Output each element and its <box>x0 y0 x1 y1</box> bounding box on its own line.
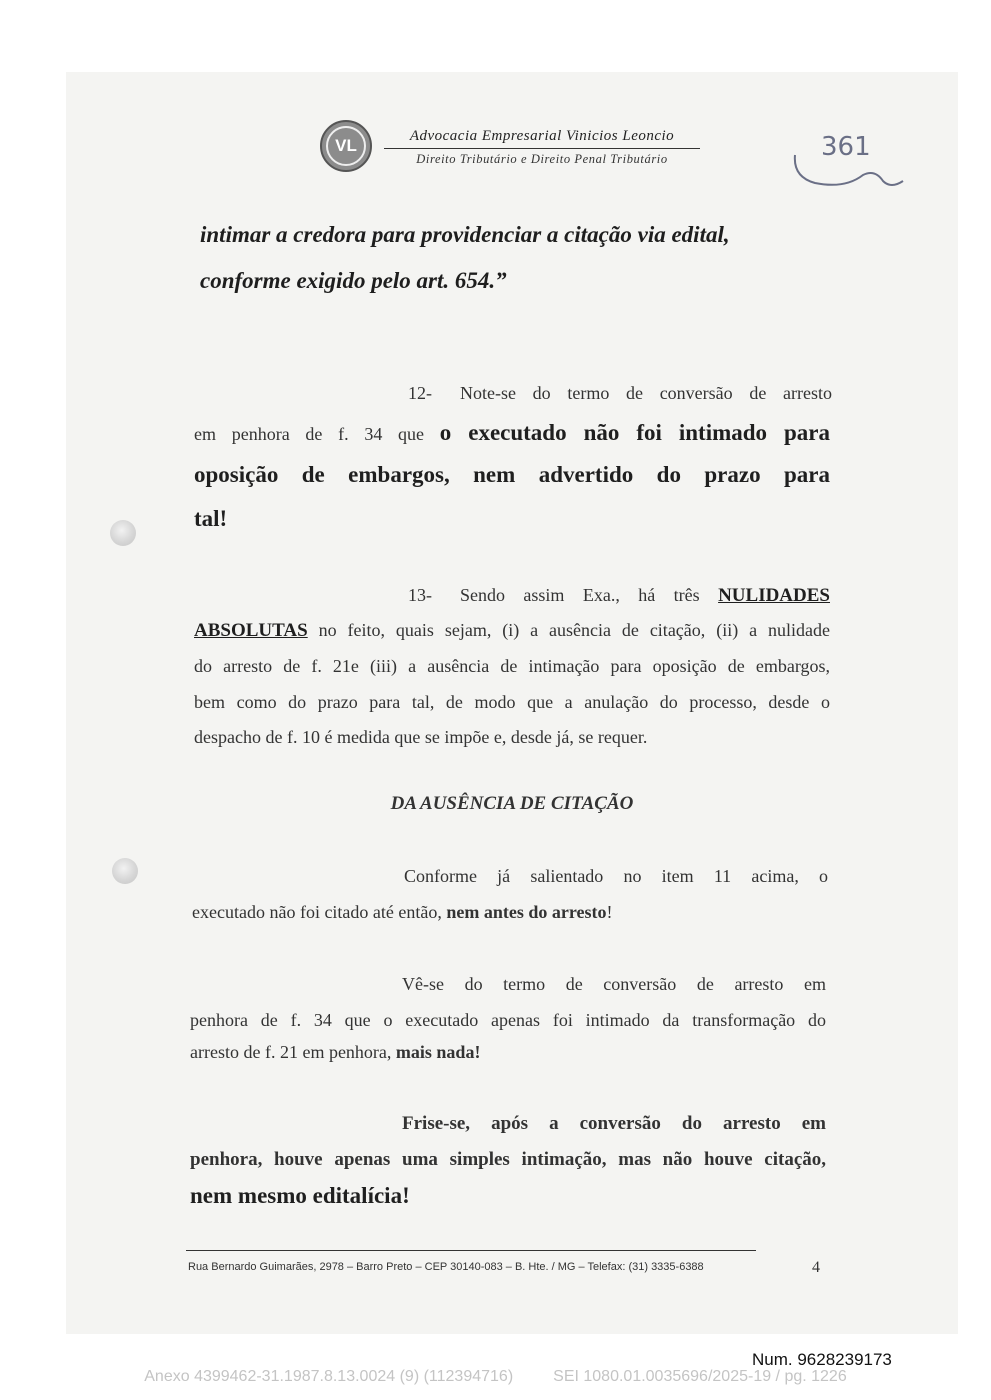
p13-line-1 <box>408 585 830 607</box>
p15-line-3-bold: mais nada! <box>395 1042 481 1062</box>
quote-line-2: conforme exigido pelo art. 654.” <box>200 268 507 293</box>
p13-absolutas: ABSOLUTAS <box>194 620 308 641</box>
p12-line-1 <box>408 383 832 404</box>
firm-name: Advocacia Empresarial Vinicios Leoncio <box>409 128 675 144</box>
p13-number: 13- <box>408 585 432 605</box>
handwritten-page-annotation <box>785 125 915 200</box>
p16-line-2: penhora, houve apenas uma simples intimação, mas não houve citação, <box>190 1149 826 1170</box>
p12-text-start: Note-se do termo de conversão de arresto <box>460 383 832 403</box>
p14-line-2-bold: nem antes do arresto <box>446 902 607 922</box>
handwritten-number: 361 <box>821 132 871 162</box>
p13-line-4: bem como do prazo para tal, de modo que a anulação do processo, desde o <box>194 692 830 712</box>
p14-line-2 <box>192 902 828 923</box>
p15-line-3-plain: arresto de f. 21 em penhora, <box>190 1042 396 1062</box>
p12-line-3: oposição de embargos, nem advertido do prazo para <box>194 462 830 487</box>
p12-number: 12- <box>408 383 432 403</box>
p13-line-1-plain: Sendo assim Exa., há três <box>460 585 719 605</box>
p15-line-1: Vê-se do termo de conversão de arresto em <box>402 974 826 994</box>
quote-line-1: intimar a credora para providenciar a citação via edital, <box>200 222 730 247</box>
p16-line-1: Frise-se, após a conversão do arresto em <box>402 1113 826 1134</box>
punch-hole-top <box>110 520 136 546</box>
p14-line-2-end: ! <box>606 902 613 922</box>
punch-hole-bottom <box>112 858 138 884</box>
p14-line-2-plain: executado não foi citado até então, <box>192 902 447 922</box>
document-number-stamp: Num. 9628239173 <box>752 1350 892 1369</box>
logo-monogram: VL <box>326 126 366 166</box>
page-number: 4 <box>812 1259 820 1276</box>
p12-line-2-bold: o executado não foi intimado para <box>439 420 831 445</box>
p13-line-2-plain: no feito, quais sejam, (i) a ausência de citação, (ii) a nulidade <box>307 620 830 640</box>
p12-line-2-plain: em penhora de f. 34 que <box>194 424 440 444</box>
p15-line-3 <box>190 1042 826 1063</box>
section-heading: DA AUSÊNCIA DE CITAÇÃO <box>390 793 634 814</box>
p13-line-5: despacho de f. 10 é medida que se impõe e, desde já, se requer. <box>194 727 648 747</box>
p12-line-2 <box>194 420 830 446</box>
footer-rule <box>186 1250 756 1251</box>
annex-sei-line <box>0 1368 991 1386</box>
firm-logo <box>320 120 372 172</box>
annex-reference: Anexo 4399462-31.1987.8.13.0024 (9) (112394716) <box>144 1368 514 1385</box>
p13-nulidades: NULIDADES <box>718 585 830 606</box>
sei-reference: SEI 1080.01.0035696/2025-19 / pg. 1226 <box>553 1368 847 1385</box>
p14-line-1: Conforme já salientado no item 11 acima, o <box>404 866 828 886</box>
p16-line-3: nem mesmo editalícia! <box>190 1183 410 1208</box>
firm-subtitle: Direito Tributário e Direito Penal Tributário <box>416 152 668 166</box>
p15-line-2: penhora de f. 34 que o executado apenas foi intimado da transformação do <box>190 1010 826 1030</box>
footer-address: Rua Bernardo Guimarães, 2978 – Barro Preto – CEP 30140-083 – B. Hte. / MG – Telefax: (31) 3335-6388 <box>188 1261 704 1273</box>
p13-line-2 <box>194 620 830 642</box>
letterhead-rule <box>384 148 700 149</box>
p13-line-3: do arresto de f. 21e (iii) a ausência de intimação para oposição de embargos, <box>194 656 830 676</box>
p12-line-4: tal! <box>194 506 228 531</box>
